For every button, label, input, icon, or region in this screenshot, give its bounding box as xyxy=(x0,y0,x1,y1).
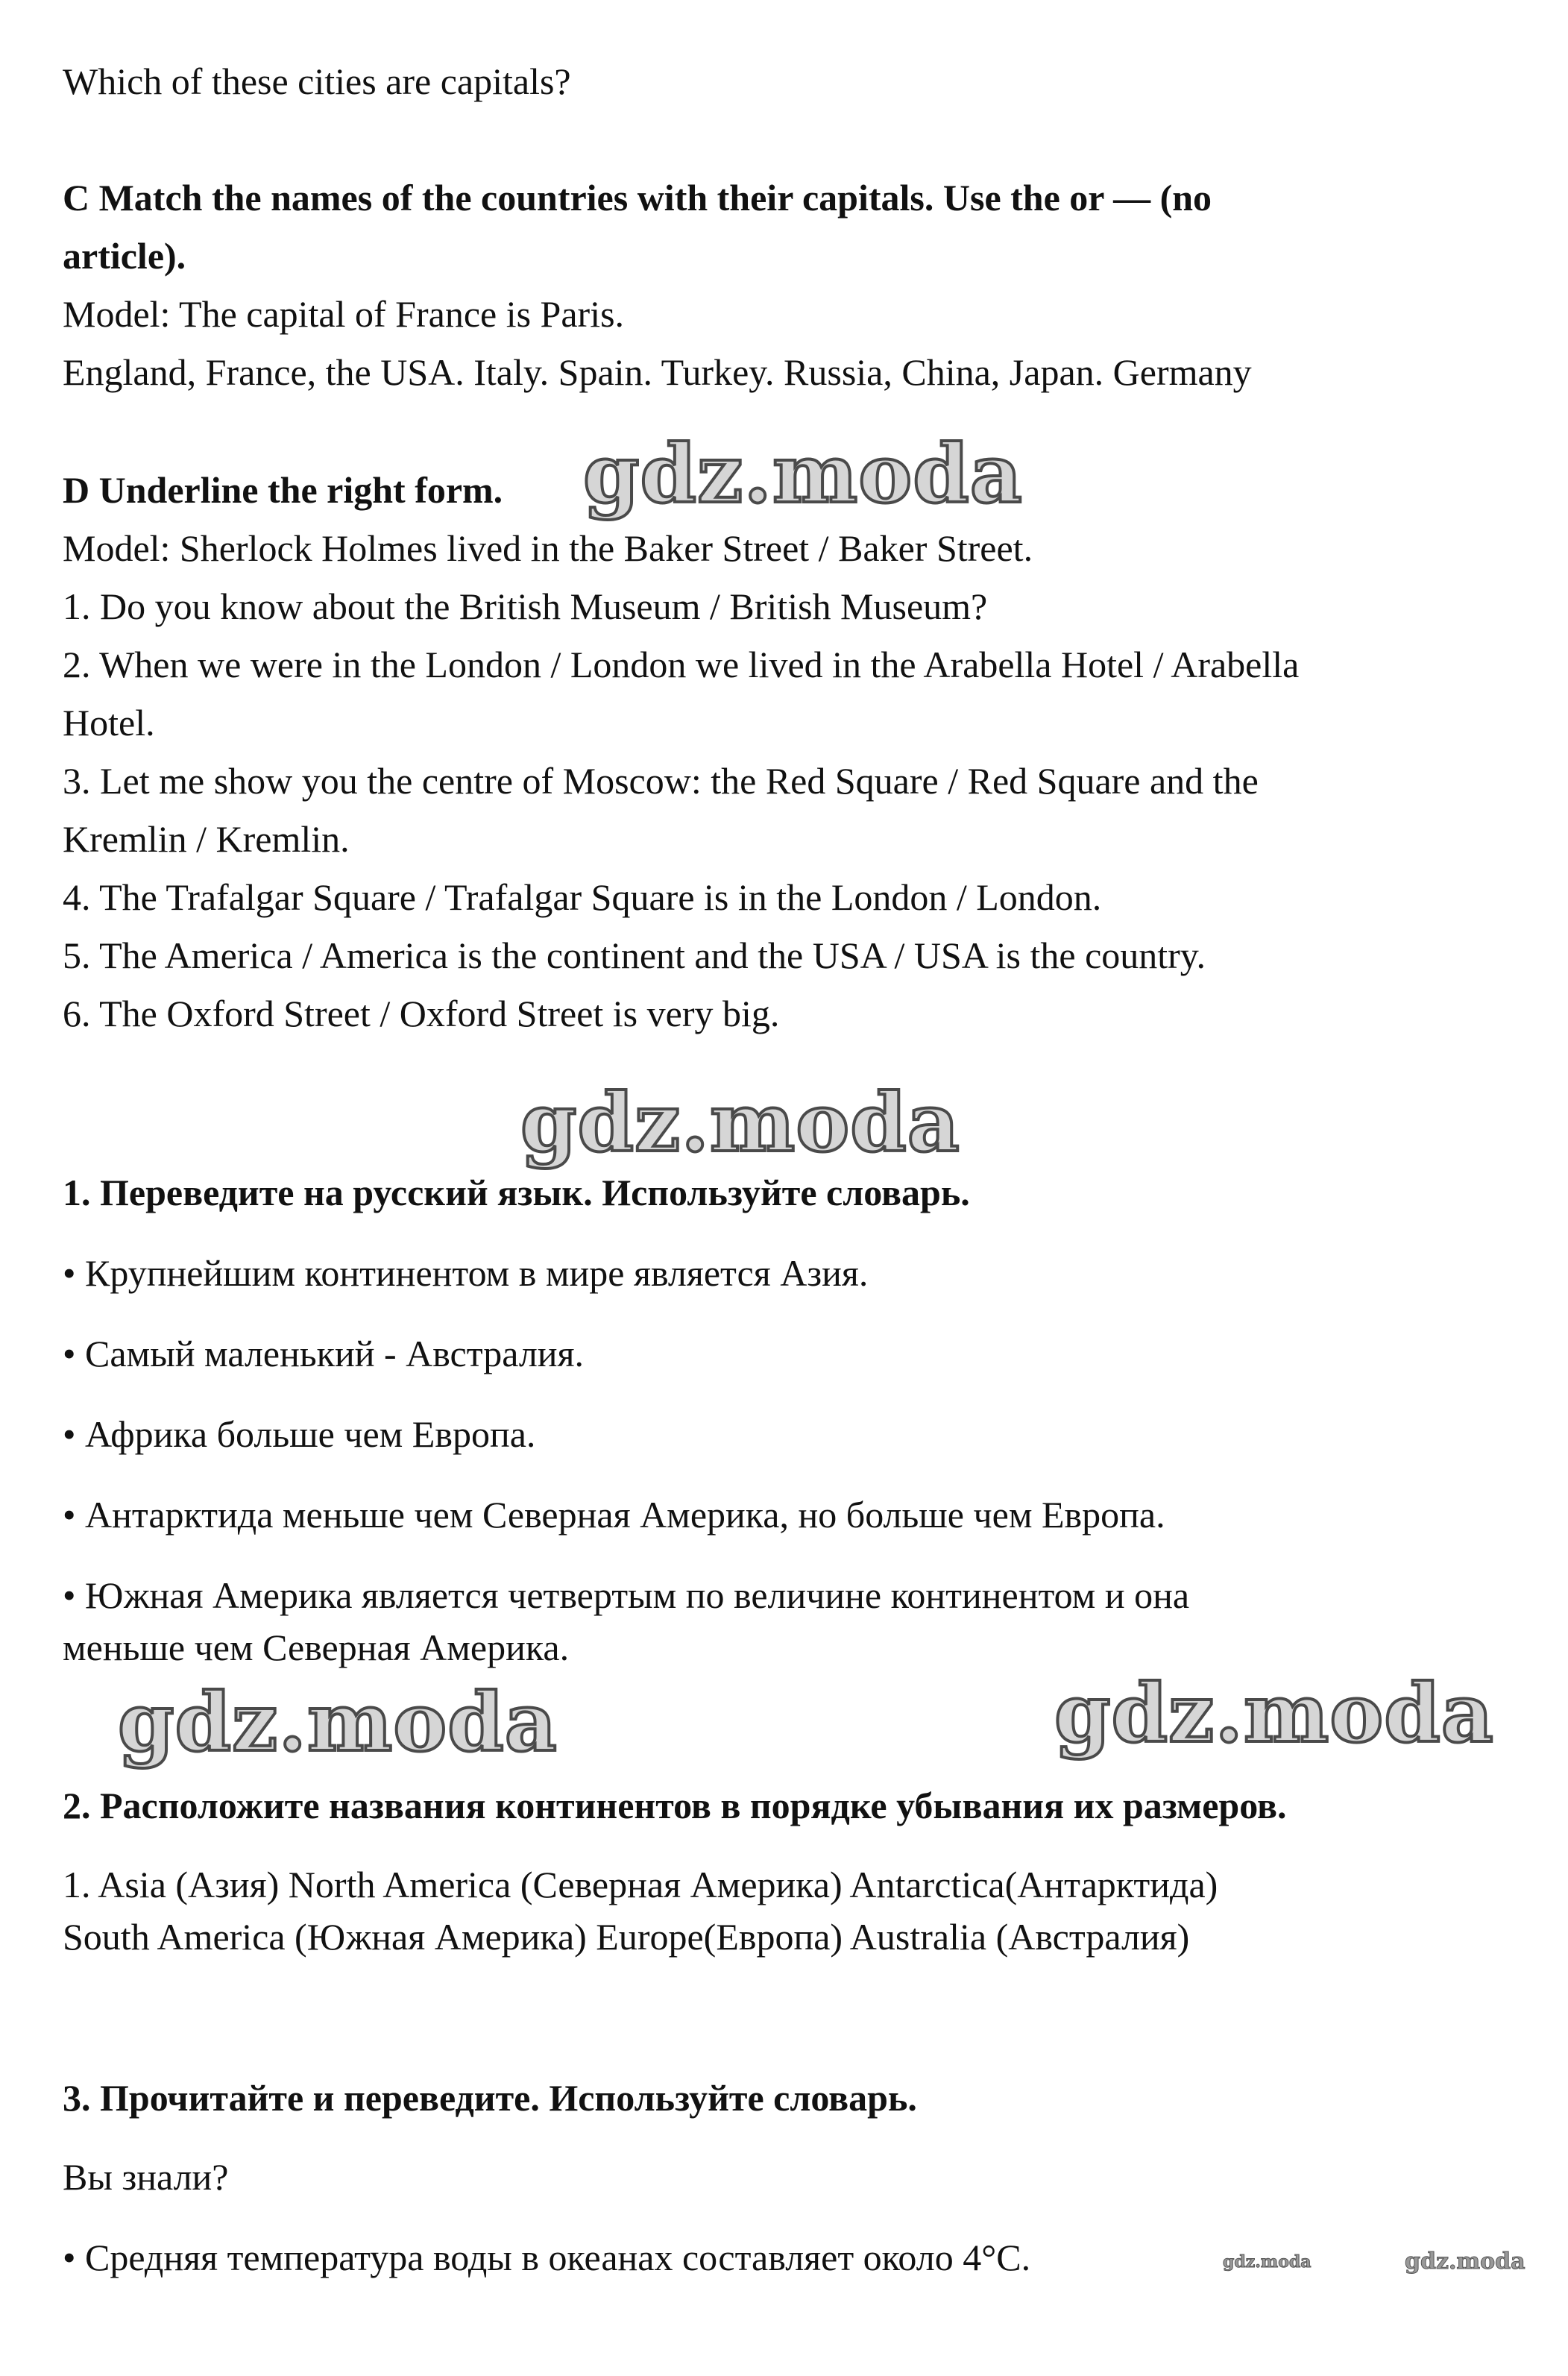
watermark: gdz.moda xyxy=(1054,1667,1494,1761)
section-c-heading-line1: C Match the names of the countries with their capitals. Use the or — (no xyxy=(63,177,1212,219)
section-d-item-3-line2: Kremlin / Kremlin. xyxy=(63,818,350,860)
section-d-model: Model: Sherlock Holmes lived in the Baker Street / Baker Street. xyxy=(63,527,1033,569)
task-1-bullet-2: • Самый маленький - Австралия. xyxy=(63,1333,585,1374)
task-2-answer-line1: 1. Asia (Азия) North America (Северная Америка) Antarctica(Антарктида) xyxy=(63,1864,1218,1905)
watermark: gdz.moda xyxy=(583,427,1023,521)
task-3-heading: 3. Прочитайте и переведите. Используйте словарь. xyxy=(63,2077,917,2119)
watermark: gdz.moda xyxy=(520,1076,960,1170)
task-1-bullet-1: • Крупнейшим континентом в мире является Азия. xyxy=(63,1252,869,1294)
task-3-question: Вы знали? xyxy=(63,2156,229,2198)
section-d-item-2-line2: Hotel. xyxy=(63,702,155,744)
section-c-countries: England, France, the USA. Italy. Spain. Turkey. Russia, China, Japan. Germany xyxy=(63,351,1252,393)
task-1-bullet-5-line1: • Южная Америка является четвертым по величине континентом и она xyxy=(63,1574,1190,1616)
section-d-item-2-line1: 2. When we were in the London / London we lived in the Arabella Hotel / Arabella xyxy=(63,644,1300,685)
section-c-model: Model: The capital of France is Paris. xyxy=(63,293,625,335)
section-d-item-4: 4. The Trafalgar Square / Trafalgar Square is in the London / London. xyxy=(63,876,1102,918)
section-d-item-5: 5. The America / America is the continent and the USA / USA is the country. xyxy=(63,934,1206,976)
task-1-bullet-3: • Африка больше чем Европа. xyxy=(63,1413,536,1455)
watermark: gdz.moda xyxy=(1223,2252,1312,2272)
task-3-bullet-1: • Средняя температура воды в океанах составляет около 4°С. xyxy=(63,2237,1031,2278)
watermark: gdz.moda xyxy=(118,1676,558,1770)
task-1-bullet-5-line2: меньше чем Северная Америка. xyxy=(63,1627,570,1668)
task-1-bullet-4: • Антарктида меньше чем Северная Америка, но больше чем Европа. xyxy=(63,1494,1165,1536)
section-c-heading-line2: article). xyxy=(63,235,186,277)
task-2-heading: 2. Расположите названия континентов в порядке убывания их размеров. xyxy=(63,1785,1287,1826)
task-1-heading: 1. Переведите на русский язык. Используйте словарь. xyxy=(63,1172,970,1213)
intro-question: Which of these cities are capitals? xyxy=(63,60,571,102)
watermark: gdz.moda xyxy=(1405,2248,1526,2275)
task-2-answer-line2: South America (Южная Америка) Europe(Европа) Australia (Австралия) xyxy=(63,1916,1190,1958)
section-d-item-6: 6. The Oxford Street / Oxford Street is very big. xyxy=(63,993,780,1034)
section-d-item-1: 1. Do you know about the British Museum / British Museum? xyxy=(63,585,988,627)
section-d-heading: D Underline the right form. xyxy=(63,469,503,511)
section-d-item-3-line1: 3. Let me show you the centre of Moscow: the Red Square / Red Square and the xyxy=(63,760,1259,802)
